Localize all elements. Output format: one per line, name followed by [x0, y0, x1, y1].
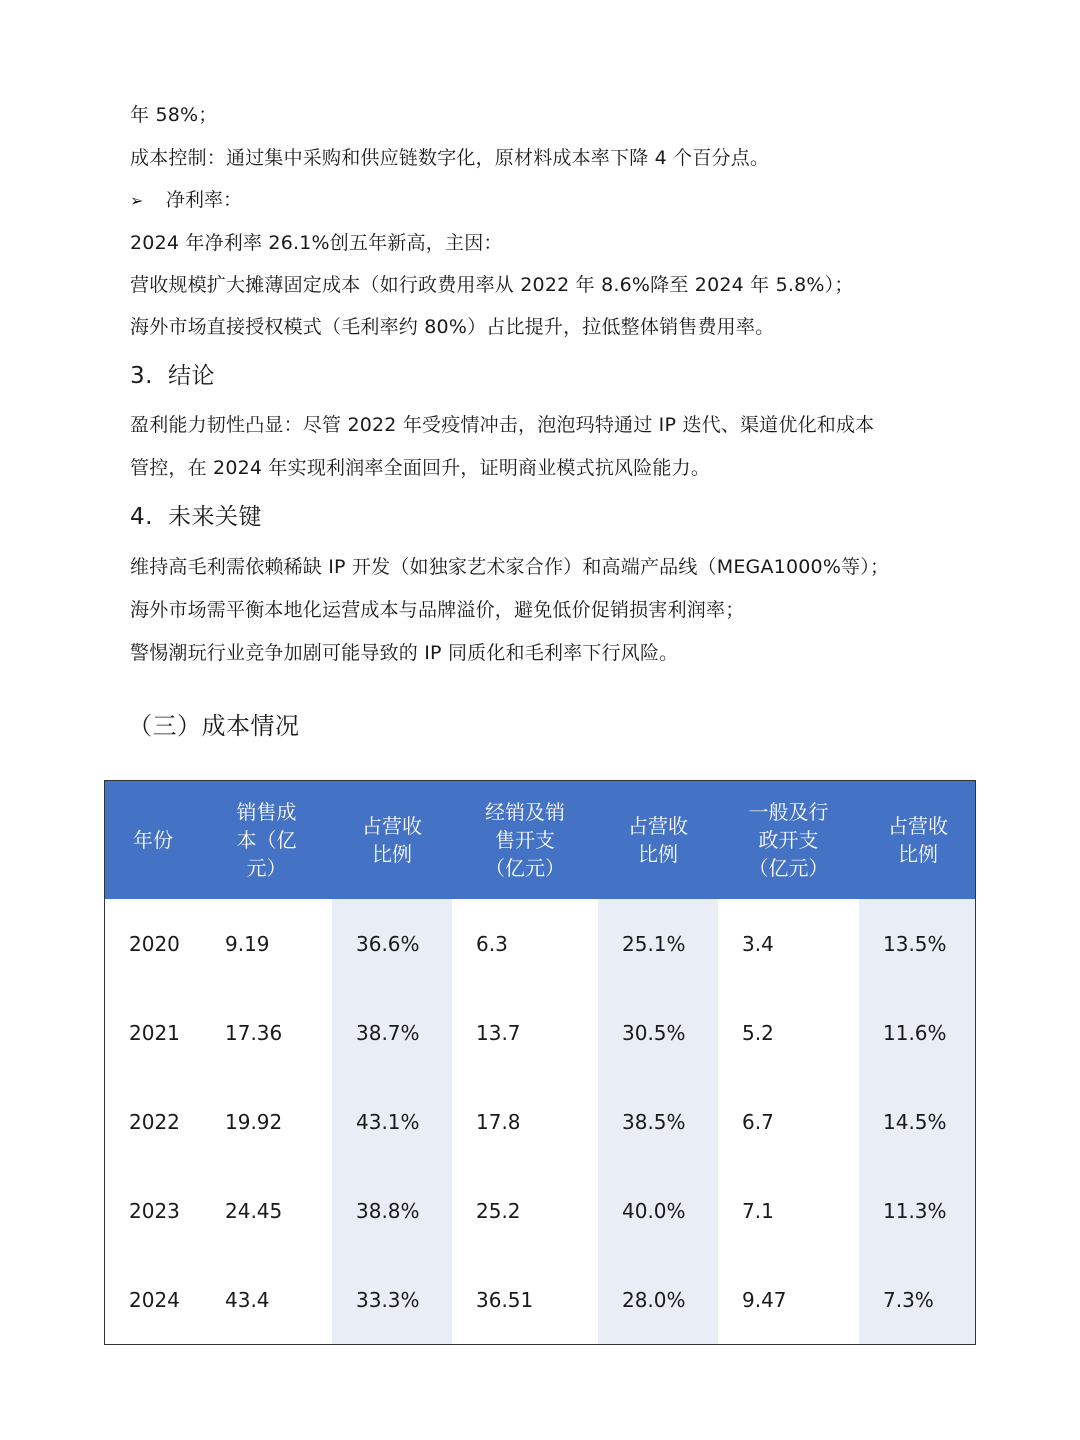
cell-value: 38.8% — [332, 1166, 452, 1255]
text-line: 维持高毛利需依赖稀缺 IP 开发（如独家艺术家合作）和高端产品线（MEGA1000%等）； — [130, 556, 890, 578]
cell-year: 2021 — [105, 988, 201, 1077]
header-admin-ratio: 占营收 比例 — [888, 814, 948, 866]
table-row — [105, 899, 976, 988]
header-cost-ratio: 占营收 比例 — [362, 814, 422, 866]
cell-value: 36.6% — [332, 899, 452, 988]
cell-value: 19.92 — [201, 1077, 332, 1166]
cell-value: 11.3% — [859, 1166, 976, 1255]
section-heading — [130, 362, 215, 390]
table-header-row — [105, 781, 976, 899]
table-row — [105, 1255, 976, 1344]
cell-value: 9.19 — [201, 899, 332, 988]
table-row — [105, 988, 976, 1077]
cell-value: 3.4 — [718, 899, 859, 988]
heading-title: 未来关键 — [168, 504, 262, 530]
cost-section-title: （三）成本情况 — [128, 712, 300, 740]
cell-value: 30.5% — [598, 988, 718, 1077]
cell-value: 28.0% — [598, 1255, 718, 1344]
heading-number: 4. — [130, 504, 153, 530]
cell-value: 33.3% — [332, 1255, 452, 1344]
table-row — [105, 1166, 976, 1255]
text-line: 管控，在 2024 年实现利润率全面回升，证明商业模式抗风险能力。 — [130, 457, 711, 479]
cell-value: 36.51 — [452, 1255, 598, 1344]
cell-value: 38.5% — [598, 1077, 718, 1166]
text-line: 年 58%； — [130, 104, 218, 126]
cell-value: 24.45 — [201, 1166, 332, 1255]
cell-value: 11.6% — [859, 988, 976, 1077]
cell-value: 43.4 — [201, 1255, 332, 1344]
heading-title: 结论 — [168, 363, 215, 389]
header-cost-of-sales: 销售成 本（亿 元） — [236, 800, 297, 880]
cell-value: 25.1% — [598, 899, 718, 988]
cell-value: 6.7 — [718, 1077, 859, 1166]
heading-number: 3. — [130, 363, 153, 389]
text-line: 盈利能力韧性凸显：尽管 2022 年受疫情冲击，泡泡玛特通过 IP 迭代、渠道优化和成本 — [130, 414, 875, 436]
text-line: 营收规模扩大摊薄固定成本（如行政费用率从 2022 年 8.6%降至 2024 年 5.8%）； — [130, 274, 854, 296]
section-heading — [130, 503, 262, 531]
cell-value: 7.3% — [859, 1255, 976, 1344]
text-line: 海外市场需平衡本地化运营成本与品牌溢价，避免低价促销损害利润率； — [130, 599, 745, 621]
cell-year: 2020 — [105, 899, 201, 988]
cost-table — [104, 780, 976, 1345]
header-admin-expense: 一般及行 政开支 （亿元） — [748, 800, 829, 880]
cell-value: 17.36 — [201, 988, 332, 1077]
header-distribution-expense: 经销及销 售开支 （亿元） — [485, 800, 565, 880]
cell-year: 2023 — [105, 1166, 201, 1255]
cell-value: 13.5% — [859, 899, 976, 988]
table-row — [105, 1077, 976, 1166]
text-line: 成本控制：通过集中采购和供应链数字化，原材料成本率下降 4 个百分点。 — [130, 147, 770, 169]
arrow-bullet-icon: ➢ — [130, 191, 144, 210]
header-year: 年份 — [133, 828, 173, 852]
cell-value: 6.3 — [452, 899, 598, 988]
text-line: 警惕潮玩行业竞争加剧可能导致的 IP 同质化和毛利率下行风险。 — [130, 642, 679, 664]
cell-value: 38.7% — [332, 988, 452, 1077]
cell-value: 9.47 — [718, 1255, 859, 1344]
cell-value: 43.1% — [332, 1077, 452, 1166]
cell-value: 7.1 — [718, 1166, 859, 1255]
cell-year: 2024 — [105, 1255, 201, 1344]
cell-value: 25.2 — [452, 1166, 598, 1255]
cell-value: 5.2 — [718, 988, 859, 1077]
cell-value: 40.0% — [598, 1166, 718, 1255]
header-distribution-ratio: 占营收 比例 — [628, 814, 688, 866]
bullet-item — [130, 188, 242, 213]
text-line: 海外市场直接授权模式（毛利率约 80%）占比提升，拉低整体销售费用率。 — [130, 316, 775, 338]
text-line: 2024 年净利率 26.1%创五年新高，主因： — [130, 232, 503, 254]
bullet-label: 净利率： — [166, 189, 243, 211]
cell-value: 17.8 — [452, 1077, 598, 1166]
cell-year: 2022 — [105, 1077, 201, 1166]
cell-value: 14.5% — [859, 1077, 976, 1166]
cell-value: 13.7 — [452, 988, 598, 1077]
